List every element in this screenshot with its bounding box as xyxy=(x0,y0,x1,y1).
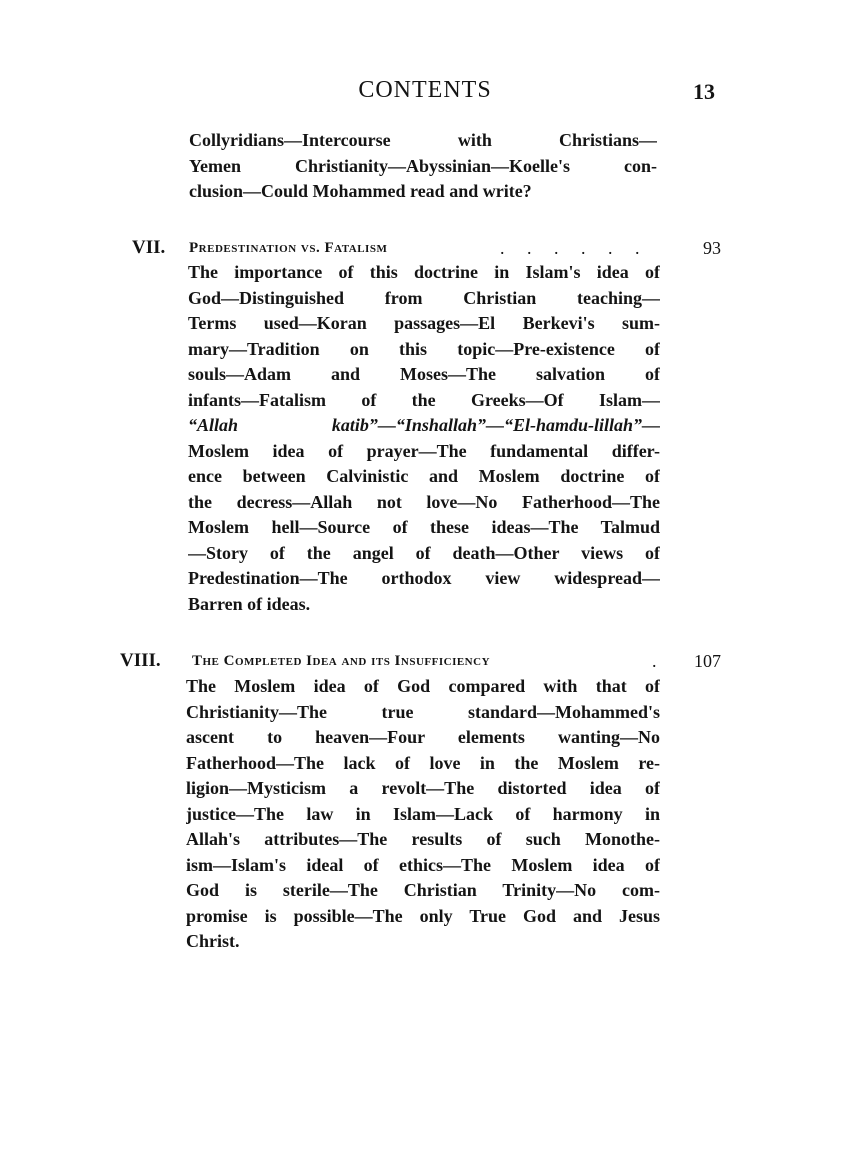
summary-line: Predestination—The orthodox view widespread— xyxy=(188,568,660,588)
summary-line: souls—Adam and Moses—The salvation of xyxy=(188,364,660,384)
summary-line: Moslem hell—Source of these ideas—The Talmud xyxy=(188,517,660,537)
summary-line: The Moslem idea of God compared with that of xyxy=(186,676,660,696)
summary-line: God is sterile—The Christian Trinity—No com- xyxy=(186,880,660,900)
summary-line: ascent to heaven—Four elements wanting—No xyxy=(186,727,660,747)
chapter-title: The Completed Idea and its Insufficiency xyxy=(192,653,491,669)
summary-line: Christianity—The true standard—Mohammed's xyxy=(186,701,660,722)
chapter-heading xyxy=(0,648,850,674)
chapter-numeral: VIII. xyxy=(120,650,161,671)
summary-line: Fatherhood—The lack of love in the Moslem re- xyxy=(186,752,660,773)
continuation-summary xyxy=(189,128,657,205)
page-title: CONTENTS xyxy=(358,77,492,103)
summary-line: “Allah katib”—“Inshallah”—“El-hamdu-lillah”— xyxy=(188,415,660,435)
summary-line: Collyridians—Intercourse with Christians— xyxy=(189,130,657,150)
summary-line: Yemen Christianity—Abyssinian—Koelle's con- xyxy=(189,155,657,176)
chapter-numeral: VII. xyxy=(132,237,166,258)
summary-line: ence between Calvinistic and Moslem doctrine of xyxy=(188,466,660,486)
chapter-page-number: 107 xyxy=(694,651,721,671)
summary-line: ism—Islam's ideal of ethics—The Moslem idea of xyxy=(186,854,660,875)
running-head xyxy=(0,72,850,108)
summary-line: Terms used—Koran passages—El Berkevi's sum- xyxy=(188,313,660,333)
summary-line: clusion—Could Mohammed read and write? xyxy=(189,181,532,201)
summary-line: mary—Tradition on this topic—Pre-existence of xyxy=(188,338,660,359)
summary-line: God—Distinguished from Christian teaching— xyxy=(188,287,660,308)
chapter-title: Predestination vs. Fatalism xyxy=(189,240,388,256)
dot-leaders: . . . . . . xyxy=(500,238,649,258)
chapter-summary xyxy=(188,260,660,617)
summary-line: Allah's attributes—The results of such Monothe- xyxy=(186,829,660,849)
dot-leaders: . xyxy=(652,651,666,671)
summary-line: —Story of the angel of death—Other views of xyxy=(188,542,660,563)
page-number: 13 xyxy=(693,79,715,104)
chapter-summary xyxy=(186,674,660,955)
summary-line: the decress—Allah not love—No Fatherhood—The xyxy=(188,491,660,512)
summary-line: ligion—Mysticism a revolt—The distorted idea of xyxy=(186,778,660,798)
summary-line: infants—Fatalism of the Greeks—Of Islam— xyxy=(188,389,660,410)
summary-line: justice—The law in Islam—Lack of harmony in xyxy=(186,803,660,824)
summary-line: The importance of this doctrine in Islam's idea of xyxy=(188,262,660,282)
summary-line: Barren of ideas. xyxy=(188,593,311,614)
chapter-page-number: 93 xyxy=(703,238,721,258)
chapter-heading xyxy=(0,235,850,261)
summary-line: Moslem idea of prayer—The fundamental differ- xyxy=(188,440,660,461)
summary-line: Christ. xyxy=(186,931,240,951)
summary-line: promise is possible—The only True God and Jesus xyxy=(186,905,660,926)
